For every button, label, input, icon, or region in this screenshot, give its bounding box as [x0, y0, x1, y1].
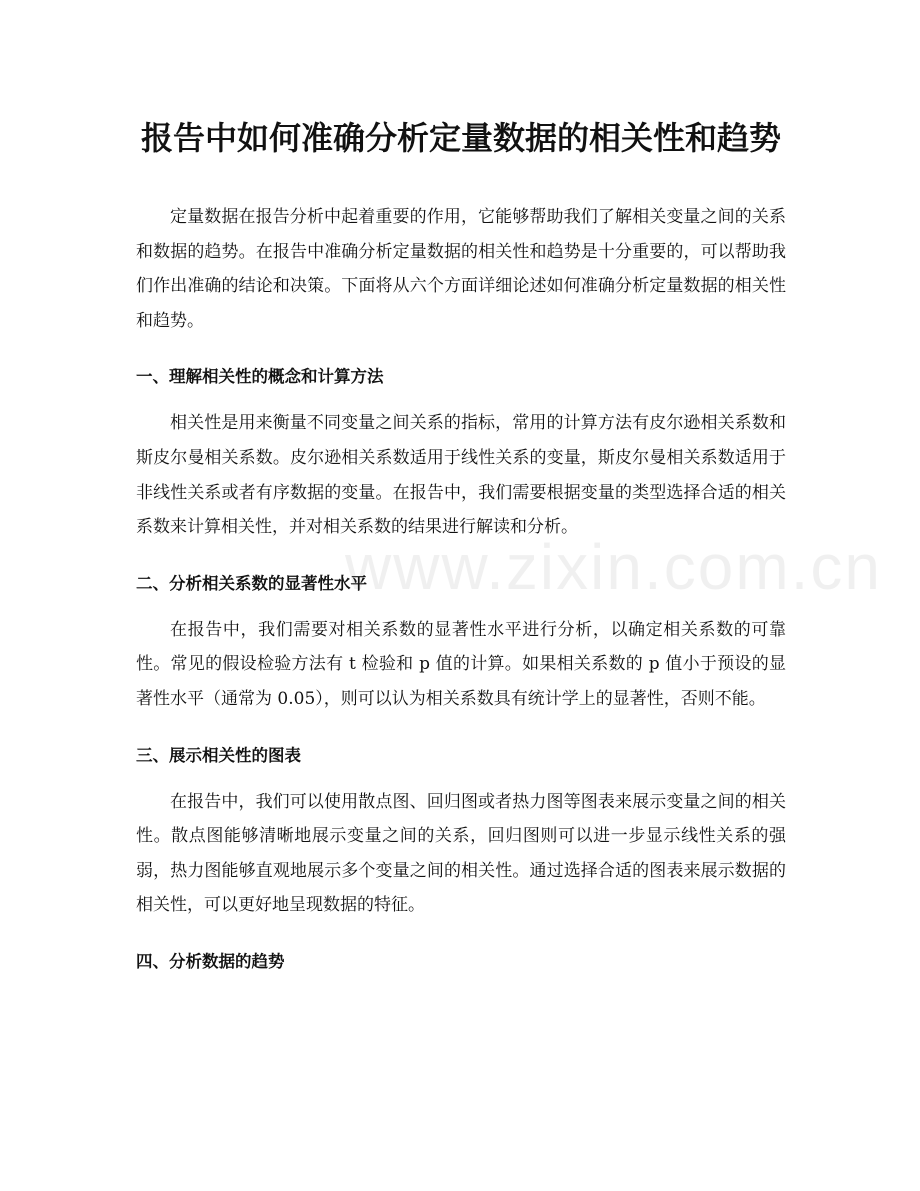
section-body-3: 在报告中，我们可以使用散点图、回归图或者热力图等图表来展示变量之间的相关性。散点图能够清晰地展示变量之间的关系，回归图则可以进一步显示线性关系的强弱，热力图能够直观地展示多个变量之间的相关性。通过选择合适的图表来展示数据的相关性，可以更好地呈现数据的特征。: [136, 791, 786, 916]
section-heading-3: 三、展示相关性的图表: [136, 745, 301, 765]
document-page: [136, 108, 786, 991]
section-heading-2: 二、分析相关系数的显著性水平: [136, 573, 367, 593]
section-heading-1: 一、理解相关性的概念和计算方法: [136, 367, 384, 387]
section-body-2: 在报告中，我们需要对相关系数的显著性水平进行分析，以确定相关系数的可靠性。常见的假设检验方法有 t 检验和 p 值的计算。如果相关系数的 p 值小于预设的显著性水平（通常为 0.05），则可以认为相关系数具有统计学上的显著性，否则不能。: [136, 619, 786, 709]
intro-paragraph: 定量数据在报告分析中起着重要的作用，它能够帮助我们了解相关变量之间的关系和数据的趋势。在报告中准确分析定量数据的相关性和趋势是十分重要的，可以帮助我们作出准确的结论和决策。下面将从六个方面详细论述如何准确分析定量数据的相关性和趋势。: [136, 207, 786, 331]
watermark: www.zixin.com.cn: [345, 531, 882, 603]
section-body-1: 相关性是用来衡量不同变量之间关系的指标，常用的计算方法有皮尔逊相关系数和斯皮尔曼相关系数。皮尔逊相关系数适用于线性关系的变量，斯皮尔曼相关系数适用于非线性关系或者有序数据的变量。在报告中，我们需要根据变量的类型选择合适的相关系数来计算相关性，并对相关系数的结果进行解读和分析。: [136, 413, 786, 538]
document-title: 报告中如何准确分析定量数据的相关性和趋势: [140, 119, 781, 157]
section-heading-4: 四、分析数据的趋势: [136, 951, 285, 971]
